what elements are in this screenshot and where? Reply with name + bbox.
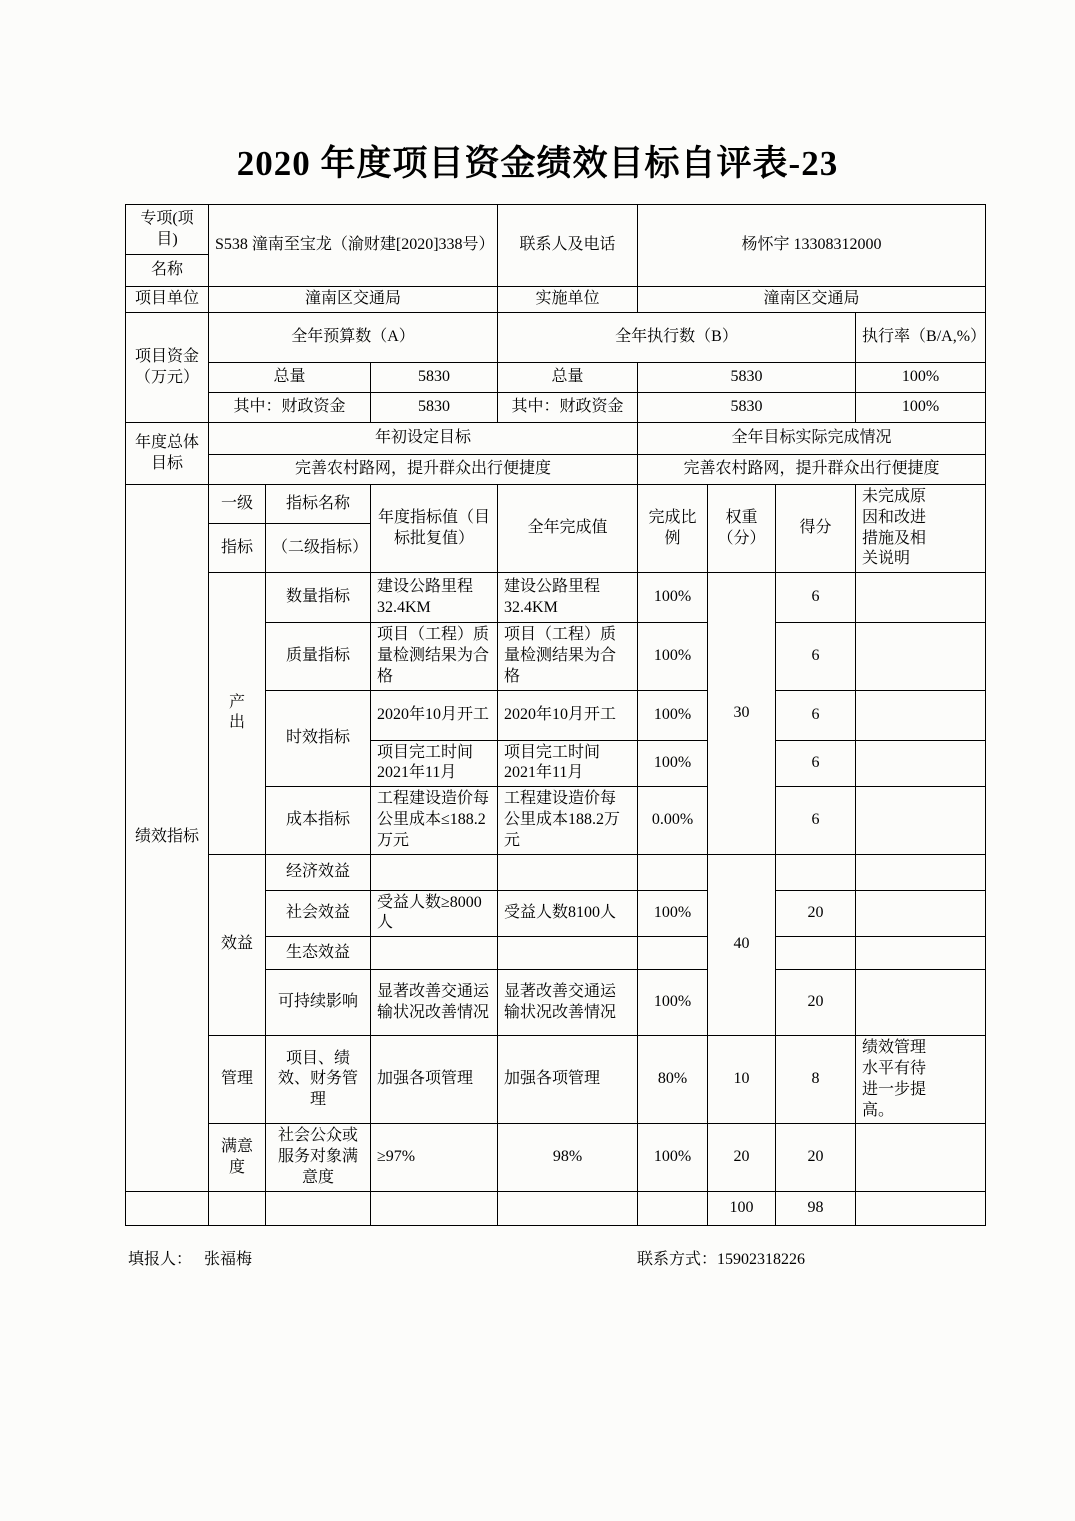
value-social-score: 20 xyxy=(776,890,856,937)
value-social-ratio: 100% xyxy=(638,890,708,937)
header-level1-top: 一级 xyxy=(209,485,266,524)
table-row xyxy=(126,423,986,455)
header-initial-goal: 年初设定目标 xyxy=(209,423,638,455)
value-start-remark xyxy=(856,690,986,740)
value-satisfaction-weight: 20 xyxy=(708,1124,776,1191)
total-empty-4 xyxy=(371,1191,498,1225)
label-performance-indicators: 绩效指标 xyxy=(126,485,209,1192)
total-empty-1 xyxy=(126,1191,209,1225)
table-row xyxy=(126,363,986,393)
value-social-target: 受益人数≥8000人 xyxy=(371,890,498,937)
label-social-benefit: 社会效益 xyxy=(266,890,371,937)
value-management-weight: 10 xyxy=(708,1036,776,1124)
value-finish-score: 6 xyxy=(776,740,856,787)
label-ecological-benefit: 生态效益 xyxy=(266,937,371,970)
label-sustainable-impact: 可持续影响 xyxy=(266,970,371,1036)
label-project-funds: 项目资金（万元） xyxy=(126,313,209,423)
total-empty-2 xyxy=(209,1191,266,1225)
value-cost-target: 工程建设造价每公里成本≤188.2万元 xyxy=(371,787,498,854)
value-economic-ratio xyxy=(638,854,708,890)
value-quality-remark xyxy=(856,623,986,690)
value-finish-target: 项目完工时间2021年11月 xyxy=(371,740,498,787)
value-management-remark: 绩效管理水平有待进一步提高。 xyxy=(856,1036,986,1124)
table-row xyxy=(126,485,986,524)
header-level2: （二级指标） xyxy=(266,523,371,572)
label-satisfaction-indicator: 社会公众或服务对象满意度 xyxy=(266,1124,371,1191)
value-initial-goal: 完善农村路网，提升群众出行便捷度 xyxy=(209,455,638,485)
header-annual-executed-b: 全年执行数（B） xyxy=(498,313,856,363)
header-completion-ratio: 完成比例 xyxy=(638,485,708,573)
contact-value: 15902318226 xyxy=(717,1250,806,1268)
table-row xyxy=(126,1124,986,1191)
label-cost-indicator: 成本指标 xyxy=(266,787,371,854)
value-quality-ratio: 100% xyxy=(638,623,708,690)
value-ecological-target xyxy=(371,937,498,970)
header-level1-bottom: 指标 xyxy=(209,523,266,572)
label-timeliness-indicator: 时效指标 xyxy=(266,690,371,787)
label-executed-total: 总量 xyxy=(498,363,638,393)
preparer xyxy=(128,1246,252,1269)
contact xyxy=(637,1246,805,1269)
label-executed-fiscal: 其中：财政资金 xyxy=(498,393,638,423)
label-management-indicator: 项目、绩效、财务管理 xyxy=(266,1036,371,1124)
value-project-name: S538 潼南至宝龙（渝财建[2020]338号） xyxy=(209,205,498,287)
total-empty-5 xyxy=(498,1191,638,1225)
preparer-label: 填报人： xyxy=(128,1250,193,1268)
header-annual-budget-a: 全年预算数（A） xyxy=(209,313,498,363)
value-management-actual: 加强各项管理 xyxy=(498,1036,638,1124)
value-actual-completion: 完善农村路网，提升群众出行便捷度 xyxy=(638,455,986,485)
value-ecological-score xyxy=(776,937,856,970)
value-quality-actual: 项目（工程）质量检测结果为合格 xyxy=(498,623,638,690)
value-satisfaction-actual: 98% xyxy=(498,1124,638,1191)
value-sustainable-score: 20 xyxy=(776,970,856,1036)
total-empty-3 xyxy=(266,1191,371,1225)
value-quantity-target: 建设公路里程32.4KM xyxy=(371,573,498,623)
value-satisfaction-score: 20 xyxy=(776,1124,856,1191)
value-total-weight: 100 xyxy=(708,1191,776,1225)
header-annual-indicator-value: 年度指标值（目标批复值） xyxy=(371,485,498,573)
header-annual-completion-value: 全年完成值 xyxy=(498,485,638,573)
label-benefit: 效益 xyxy=(209,854,266,1036)
value-sustainable-actual: 显著改善交通运输状况改善情况 xyxy=(498,970,638,1036)
label-output: 产出 xyxy=(209,573,266,854)
value-cost-ratio: 0.00% xyxy=(638,787,708,854)
value-satisfaction-remark xyxy=(856,1124,986,1191)
value-quality-target: 项目（工程）质量检测结果为合格 xyxy=(371,623,498,690)
value-start-ratio: 100% xyxy=(638,690,708,740)
evaluation-table xyxy=(125,204,986,1226)
value-fiscal-rate: 100% xyxy=(856,393,986,423)
value-start-actual: 2020年10月开工 xyxy=(498,690,638,740)
table-row xyxy=(126,313,986,363)
value-social-actual: 受益人数8100人 xyxy=(498,890,638,937)
contact-label: 联系方式： xyxy=(637,1250,718,1268)
label-annual-overall-goal: 年度总体目标 xyxy=(126,423,209,485)
header-score: 得分 xyxy=(776,485,856,573)
value-implementation-unit: 潼南区交通局 xyxy=(638,287,986,313)
value-quantity-remark xyxy=(856,573,986,623)
value-executed-total: 5830 xyxy=(638,363,856,393)
label-budget-fiscal: 其中：财政资金 xyxy=(209,393,371,423)
footer xyxy=(125,1246,985,1270)
value-cost-actual: 工程建设造价每公里成本188.2万元 xyxy=(498,787,638,854)
label-quantity-indicator: 数量指标 xyxy=(266,573,371,623)
header-indicator-name: 指标名称 xyxy=(266,485,371,524)
value-economic-score xyxy=(776,854,856,890)
header-remarks: 未完成原因和改进措施及相关说明 xyxy=(856,485,986,573)
value-start-target: 2020年10月开工 xyxy=(371,690,498,740)
total-empty-7 xyxy=(856,1191,986,1225)
value-budget-fiscal: 5830 xyxy=(371,393,498,423)
table-row xyxy=(126,573,986,623)
value-sustainable-remark xyxy=(856,970,986,1036)
header-weight: 权重（分） xyxy=(708,485,776,573)
value-satisfaction-target: ≥97% xyxy=(371,1124,498,1191)
value-economic-remark xyxy=(856,854,986,890)
label-implementation-unit: 实施单位 xyxy=(498,287,638,313)
label-project-name: 名称 xyxy=(126,255,209,287)
value-sustainable-ratio: 100% xyxy=(638,970,708,1036)
value-economic-target xyxy=(371,854,498,890)
value-sustainable-target: 显著改善交通运输状况改善情况 xyxy=(371,970,498,1036)
value-quantity-ratio: 100% xyxy=(638,573,708,623)
label-economic-benefit: 经济效益 xyxy=(266,854,371,890)
value-total-rate: 100% xyxy=(856,363,986,393)
table-row xyxy=(126,1191,986,1225)
value-ecological-actual xyxy=(498,937,638,970)
table-row xyxy=(126,854,986,890)
label-quality-indicator: 质量指标 xyxy=(266,623,371,690)
value-ecological-remark xyxy=(856,937,986,970)
table-row xyxy=(126,455,986,485)
table-row xyxy=(126,393,986,423)
header-actual-completion: 全年目标实际完成情况 xyxy=(638,423,986,455)
value-quantity-score: 6 xyxy=(776,573,856,623)
label-budget-total: 总量 xyxy=(209,363,371,393)
header-execution-rate: 执行率（B/A,%） xyxy=(856,313,986,363)
value-output-weight: 30 xyxy=(708,573,776,854)
value-social-remark xyxy=(856,890,986,937)
table-row xyxy=(126,1036,986,1124)
value-finish-remark xyxy=(856,740,986,787)
value-cost-score: 6 xyxy=(776,787,856,854)
value-management-target: 加强各项管理 xyxy=(371,1036,498,1124)
value-management-ratio: 80% xyxy=(638,1036,708,1124)
value-quantity-actual: 建设公路里程32.4KM xyxy=(498,573,638,623)
value-satisfaction-ratio: 100% xyxy=(638,1124,708,1191)
table-row xyxy=(126,205,986,255)
value-finish-ratio: 100% xyxy=(638,740,708,787)
value-management-score: 8 xyxy=(776,1036,856,1124)
value-economic-actual xyxy=(498,854,638,890)
value-contact-person-phone: 杨怀宇 13308312000 xyxy=(638,205,986,287)
label-special-project: 专项(项目) xyxy=(126,205,209,255)
value-start-score: 6 xyxy=(776,690,856,740)
table-row xyxy=(126,287,986,313)
value-executed-fiscal: 5830 xyxy=(638,393,856,423)
value-finish-actual: 项目完工时间2021年11月 xyxy=(498,740,638,787)
value-benefit-weight: 40 xyxy=(708,854,776,1036)
preparer-name: 张福梅 xyxy=(204,1250,253,1268)
value-ecological-ratio xyxy=(638,937,708,970)
value-project-unit: 潼南区交通局 xyxy=(209,287,498,313)
label-contact-person-phone: 联系人及电话 xyxy=(498,205,638,287)
label-management: 管理 xyxy=(209,1036,266,1124)
value-total-score: 98 xyxy=(776,1191,856,1225)
value-cost-remark xyxy=(856,787,986,854)
label-satisfaction: 满意度 xyxy=(209,1124,266,1191)
page-title: 2020 年度项目资金绩效目标自评表-23 xyxy=(236,144,839,183)
value-quality-score: 6 xyxy=(776,623,856,690)
value-budget-total: 5830 xyxy=(371,363,498,393)
total-empty-6 xyxy=(638,1191,708,1225)
label-project-unit: 项目单位 xyxy=(126,287,209,313)
